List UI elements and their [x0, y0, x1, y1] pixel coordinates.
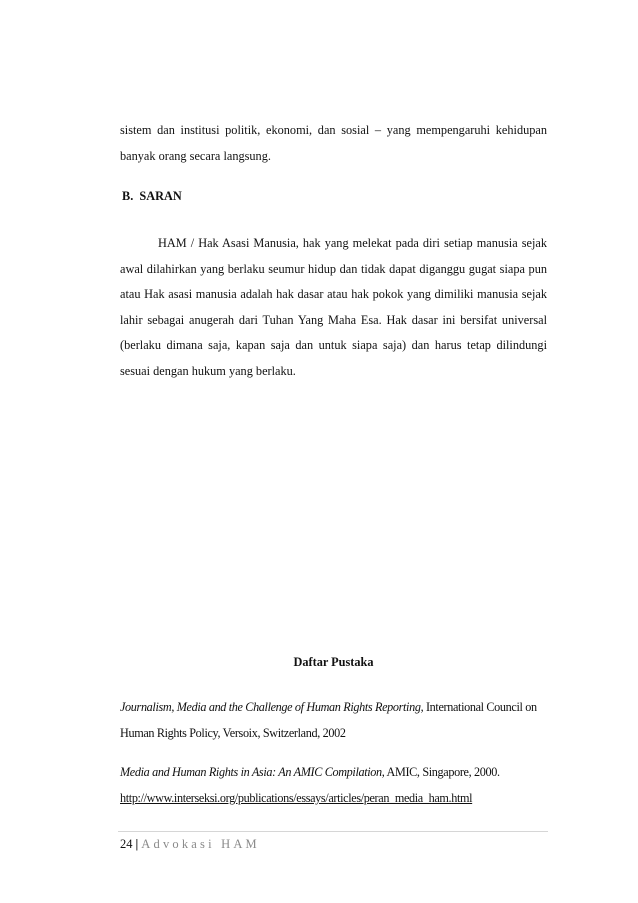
- reference-url-link[interactable]: http://www.interseksi.org/publications/essays/articles/peran_media_ham.html: [120, 791, 473, 805]
- section-heading-saran: B. SARAN: [122, 189, 182, 203]
- intro-paragraph: sistem dan institusi politik, ekonomi, dan sosial – yang mempengaruhi kehidupan banyak orang secara langsung.: [120, 123, 547, 163]
- reference-details: International Council on Human Rights Policy, Versoix, Switzerland, 2002: [120, 700, 537, 740]
- reference-item: [120, 760, 560, 786]
- saran-paragraph: HAM / Hak Asasi Manusia, hak yang melekat pada diri setiap manusia sejak awal dilahirkan yang berlaku seumur hidup dan tidak dapat diganggu gugat siapa pun atau Hak asasi manusia adalah hak dasar atau hak pokok yang dimiliki manusia sejak lahir sebagai anugerah dari Tuhan Yang Maha Esa. Hak dasar ini bersifat universal (berlaku dimana saja, kapan saja dan untuk siapa saja) dan harus tetap dilindungi sesuai dengan hukum yang berlaku.: [120, 236, 547, 378]
- page-number: 24: [120, 837, 133, 851]
- reference-title: Media and Human Rights in Asia: An AMIC Compilation,: [120, 765, 385, 779]
- reference-title: Journalism, Media and the Challenge of Human Rights Reporting,: [120, 700, 424, 714]
- footer-title: Advokasi HAM: [141, 837, 260, 851]
- footer-separator: |: [135, 837, 139, 851]
- reference-item: [120, 695, 560, 746]
- footer-divider: [118, 831, 548, 832]
- bibliography-heading: Daftar Pustaka: [293, 655, 374, 669]
- page-footer: [120, 835, 260, 853]
- reference-details: AMIC, Singapore, 2000.: [384, 765, 500, 779]
